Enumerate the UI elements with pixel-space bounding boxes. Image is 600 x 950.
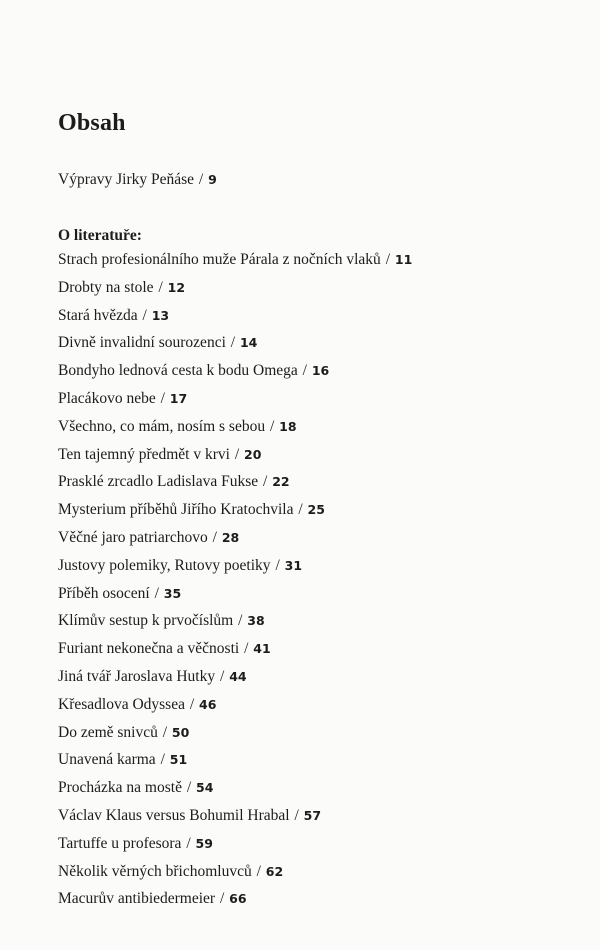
entry-page-number: 16	[311, 363, 330, 379]
entry-separator: /	[275, 556, 280, 574]
entry-title: Stará hvězda	[58, 306, 138, 324]
entry-title: Divně invalidní sourozenci	[58, 334, 226, 352]
entry-separator: /	[263, 473, 268, 491]
toc-entry	[58, 723, 189, 743]
entry-page-number: 17	[169, 391, 188, 406]
entry-separator: /	[256, 862, 261, 880]
entry-title: Tartuffe u profesora	[58, 834, 182, 852]
entry-title: Křesadlova Odyssea	[58, 695, 185, 713]
entry-separator: /	[385, 251, 390, 268]
entry-page-number: 62	[265, 863, 284, 879]
entry-separator: /	[198, 171, 204, 188]
entry-title: Několik věrných břichomluvců	[58, 862, 252, 880]
entry-separator: /	[160, 390, 165, 407]
entry-page-number: 57	[303, 808, 322, 823]
entry-title: Mysterium příběhů Jiřího Kratochvila	[58, 501, 294, 519]
entry-separator: /	[158, 278, 163, 296]
entry-page-number: 28	[221, 530, 240, 545]
section-heading: O literatuře:	[58, 227, 142, 244]
toc-entry	[58, 639, 271, 659]
toc-entry	[58, 695, 216, 715]
entry-separator: /	[244, 640, 249, 658]
entry-title: Drobty na stole	[58, 278, 154, 296]
entry-separator: /	[186, 779, 192, 797]
entry-page-number: 51	[169, 752, 188, 768]
toc-entry	[58, 528, 239, 548]
entry-separator: /	[220, 668, 225, 685]
entry-title: Macurův antibiedermeier	[58, 890, 216, 908]
toc-entry	[58, 667, 247, 687]
entry-page-number: 66	[229, 891, 247, 907]
entry-page-number: 41	[253, 641, 271, 657]
entry-page-number: 38	[247, 613, 265, 629]
entry-separator: /	[230, 334, 236, 352]
entry-page-number: 46	[199, 696, 217, 712]
entry-page-number: 18	[279, 418, 297, 434]
entry-title: Procházka na mostě	[58, 779, 182, 797]
entry-separator: /	[186, 834, 191, 852]
entry-separator: /	[294, 807, 299, 824]
entry-title: Do země snivců	[58, 723, 158, 741]
entry-page-number: 35	[163, 585, 182, 601]
toc-entry	[58, 584, 181, 604]
entry-title: Furiant nekonečna a věčnosti	[58, 640, 240, 658]
entry-page-number: 9	[208, 172, 217, 187]
entry-title: Ten tajemný předmět v krvi	[58, 445, 230, 463]
entry-separator: /	[269, 417, 275, 435]
entry-separator: /	[160, 751, 165, 769]
entry-title: Justovy polemiky, Rutovy poetiky	[58, 556, 271, 574]
toc-entry	[58, 333, 257, 353]
entry-title: Prasklé zrcadlo Ladislava Fukse	[58, 473, 259, 491]
entry-separator: /	[142, 306, 147, 324]
entry-separator: /	[234, 445, 240, 463]
toc-entry	[58, 778, 213, 798]
entry-page-number: 12	[167, 279, 186, 295]
toc-entry	[58, 250, 412, 270]
entry-page-number: 13	[151, 307, 170, 323]
toc-entry	[58, 445, 261, 465]
toc-entry	[58, 278, 185, 298]
entry-page-number: 20	[244, 446, 262, 462]
entry-page-number: 14	[239, 335, 258, 351]
entry-title: Jiná tvář Jaroslava Hutky	[58, 668, 216, 685]
entry-page-number: 22	[272, 474, 290, 490]
toc-entry	[58, 889, 247, 909]
entry-page-number: 25	[307, 502, 325, 518]
entry-title: Strach profesionálního muže Párala z nočních vlaků	[58, 251, 381, 268]
entry-page-number: 44	[229, 669, 247, 684]
toc-entry	[58, 361, 329, 381]
toc-entry	[58, 806, 321, 826]
entry-separator: /	[162, 723, 168, 741]
toc-entry	[58, 834, 213, 854]
entry-title: Václav Klaus versus Bohumil Hrabal	[58, 807, 290, 824]
toc-entry-intro	[58, 170, 217, 190]
entry-page-number: 59	[195, 835, 213, 851]
toc-entry	[58, 500, 325, 520]
entry-separator: /	[219, 890, 225, 908]
toc-entry	[58, 306, 169, 326]
toc-entry	[58, 862, 283, 882]
entry-title: Příběh osocení	[58, 584, 150, 602]
entry-title: Všechno, co mám, nosím s sebou	[58, 417, 266, 435]
entry-title: Klímův sestup k prvočíslům	[58, 612, 234, 630]
entry-separator: /	[238, 612, 243, 630]
entry-separator: /	[302, 362, 307, 380]
entry-title: Bondyho lednová cesta k bodu Omega	[58, 362, 298, 380]
entry-page-number: 11	[394, 252, 413, 267]
toc-entry	[58, 472, 290, 492]
toc-entry	[58, 611, 265, 631]
entry-separator: /	[154, 584, 159, 602]
entry-title: Výpravy Jirky Peňáse	[58, 171, 195, 188]
toc-entry	[58, 556, 302, 576]
entry-title: Věčné jaro patriarchovo	[58, 529, 208, 546]
page-title: Obsah	[58, 110, 126, 136]
entry-separator: /	[189, 695, 195, 713]
entry-separator: /	[212, 529, 217, 546]
toc-entry	[58, 389, 187, 409]
entry-page-number: 31	[284, 557, 303, 573]
entry-title: Unavená karma	[58, 751, 156, 769]
entry-title: Placákovo nebe	[58, 390, 156, 407]
entry-page-number: 50	[171, 724, 190, 740]
toc-entry	[58, 417, 297, 437]
entry-separator: /	[298, 501, 303, 519]
toc-entry	[58, 750, 187, 770]
entry-page-number: 54	[196, 780, 214, 796]
